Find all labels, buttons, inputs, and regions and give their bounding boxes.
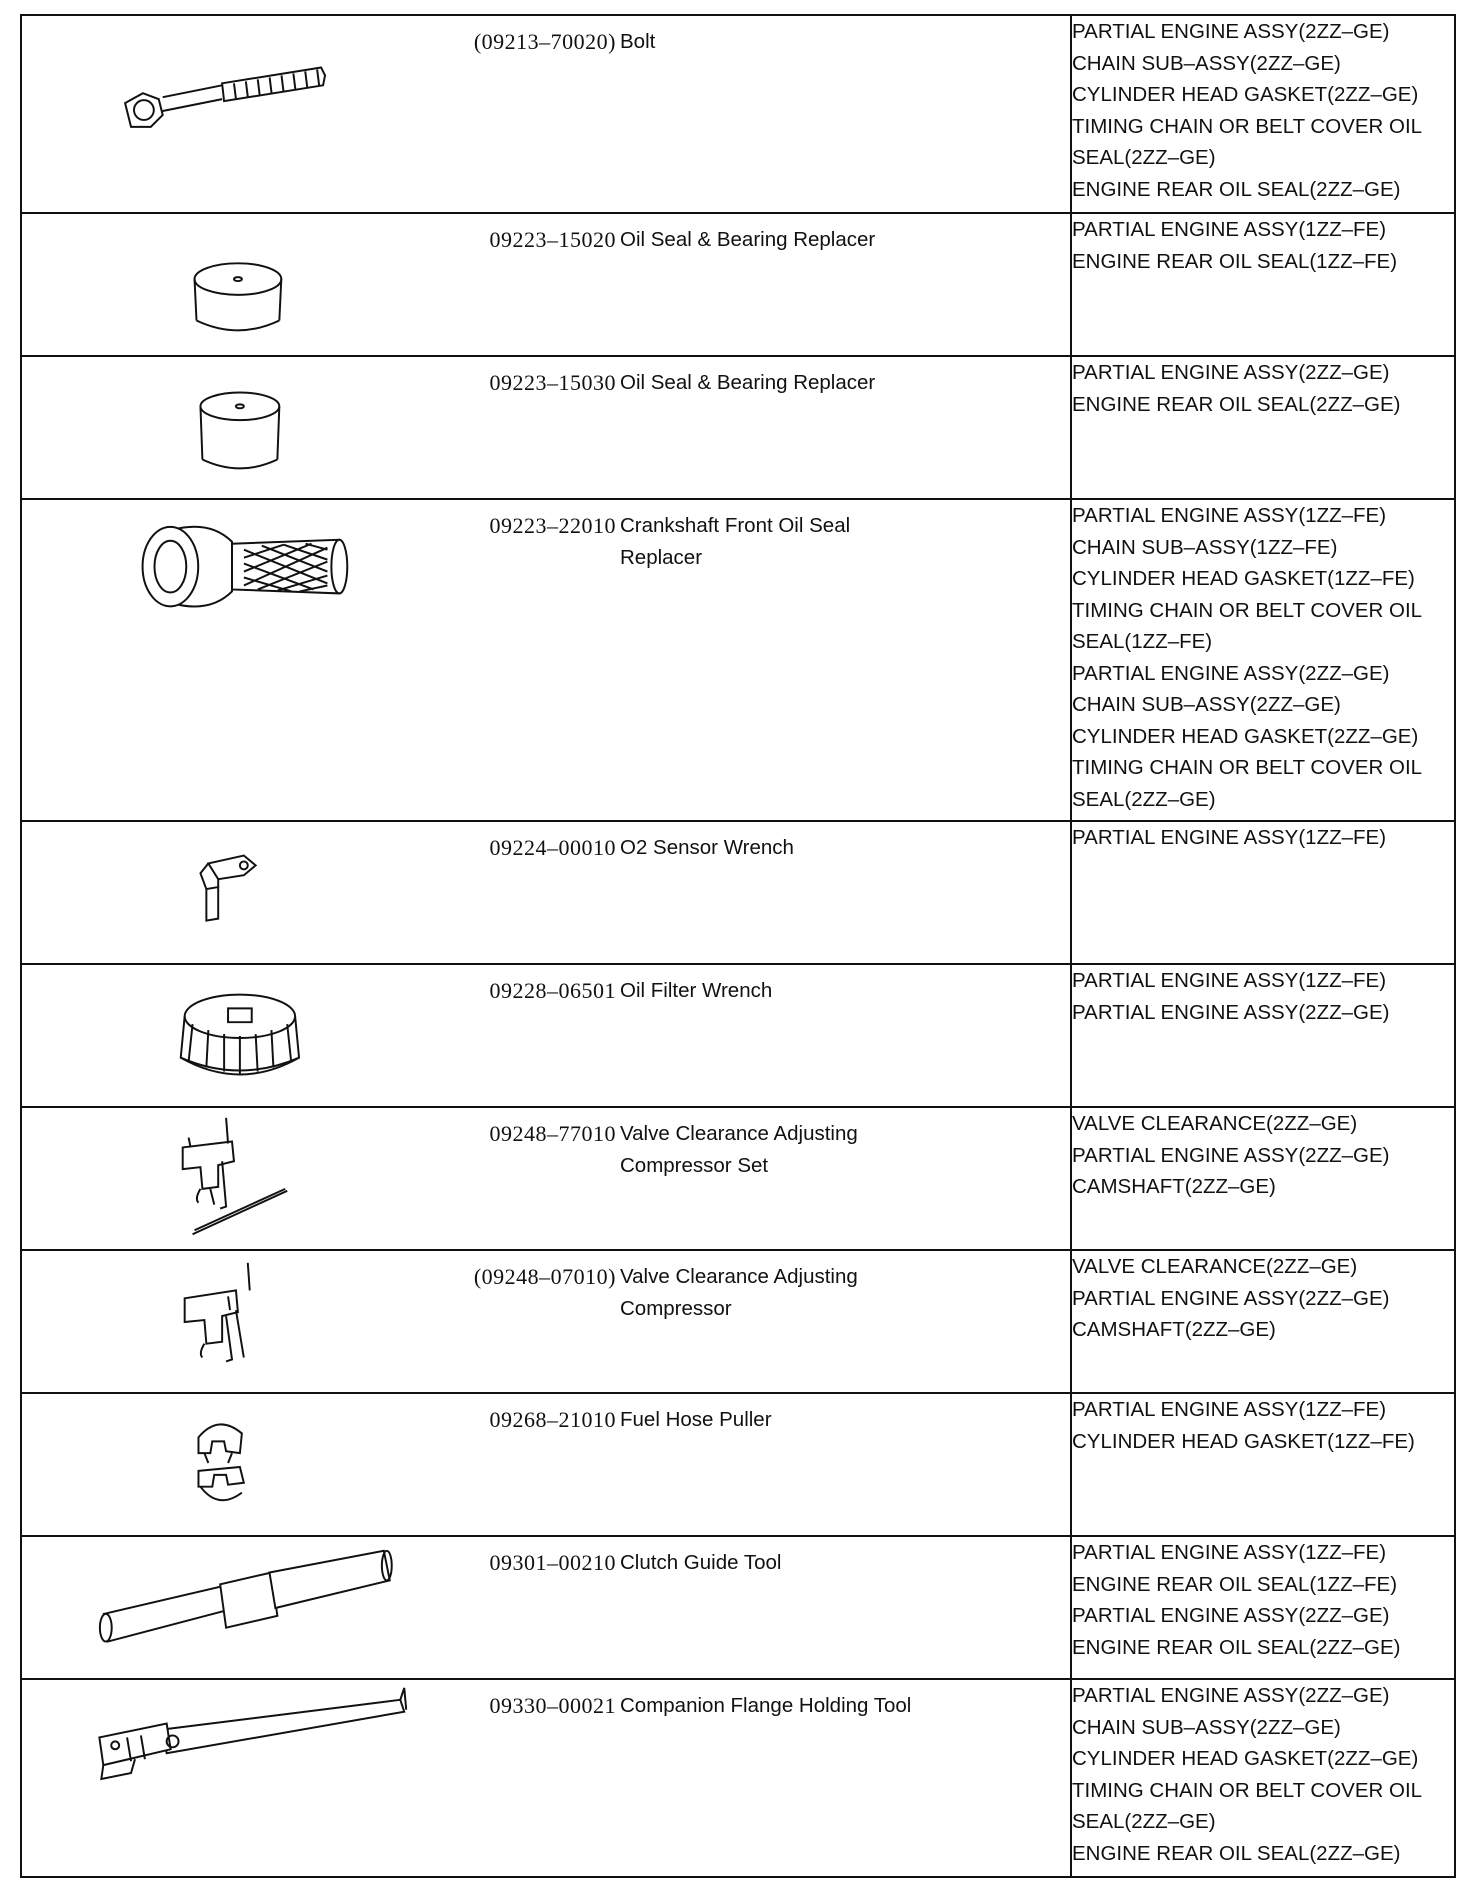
application-item: CHAIN SUB–ASSY(2ZZ–GE) xyxy=(1072,693,1341,716)
seal-replacer-icon xyxy=(22,357,442,498)
application-item: TIMING CHAIN OR BELT COVER OIL xyxy=(1072,1778,1423,1802)
table-row xyxy=(21,499,1455,821)
tool-cell xyxy=(21,1536,1071,1679)
applications-cell xyxy=(1071,1393,1455,1536)
tool-name: Companion Flange Holding Tool xyxy=(620,1694,912,1717)
tool-name: Crankshaft Front Oil Seal Replacer xyxy=(620,514,851,569)
tool-cell xyxy=(21,499,1071,821)
tool-cell xyxy=(21,1250,1071,1393)
flange-holding-tool-icon xyxy=(22,1680,442,1876)
valve-compressor-icon xyxy=(22,1251,442,1392)
tool-name: Oil Seal & Bearing Replacer xyxy=(620,228,876,251)
application-item: SEAL(1ZZ–FE) xyxy=(1072,630,1213,653)
application-item: PARTIAL ENGINE ASSY(2ZZ–GE) xyxy=(1072,1286,1390,1310)
bolt-icon xyxy=(22,16,442,212)
application-item: SEAL(2ZZ–GE) xyxy=(1072,787,1216,811)
application-item: CYLINDER HEAD GASKET(2ZZ–GE) xyxy=(1072,1747,1419,1770)
tool-cell xyxy=(21,213,1071,356)
application-item: TIMING CHAIN OR BELT COVER OIL xyxy=(1072,756,1423,779)
application-item: SEAL(2ZZ–GE) xyxy=(1072,1810,1216,1833)
tool-cell xyxy=(21,1107,1071,1250)
applications-cell xyxy=(1071,213,1455,356)
clutch-guide-tool-icon xyxy=(22,1537,442,1678)
table-row xyxy=(21,1679,1455,1877)
part-number: (09248–07010) xyxy=(473,1264,616,1289)
application-item: VALVE CLEARANCE(2ZZ–GE) xyxy=(1072,1255,1358,1278)
application-item: ENGINE REAR OIL SEAL(2ZZ–GE) xyxy=(1072,1841,1401,1865)
tool-name: Valve Clearance Adjusting Compressor xyxy=(620,1265,858,1320)
application-item: PARTIAL ENGINE ASSY(2ZZ–GE) xyxy=(1072,1000,1390,1024)
table-row xyxy=(21,1393,1455,1536)
tool-name: Clutch Guide Tool xyxy=(620,1551,782,1574)
application-item: CYLINDER HEAD GASKET(1ZZ–FE) xyxy=(1072,1429,1415,1453)
tool-cell xyxy=(21,821,1071,964)
valve-compressor-set-icon xyxy=(22,1108,442,1249)
application-item: CYLINDER HEAD GASKET(1ZZ–FE) xyxy=(1072,567,1415,590)
application-item: ENGINE REAR OIL SEAL(1ZZ–FE) xyxy=(1072,249,1398,273)
application-item: CHAIN SUB–ASSY(2ZZ–GE) xyxy=(1072,51,1341,75)
application-item: SEAL(2ZZ–GE) xyxy=(1072,146,1216,169)
application-item: PARTIAL ENGINE ASSY(2ZZ–GE) xyxy=(1072,1684,1390,1707)
application-item: PARTIAL ENGINE ASSY(2ZZ–GE) xyxy=(1072,20,1390,43)
applications-cell xyxy=(1071,1679,1455,1877)
application-item: CHAIN SUB–ASSY(1ZZ–FE) xyxy=(1072,535,1338,559)
tool-name: Bolt xyxy=(620,30,656,53)
part-number: 09223–15030 xyxy=(489,370,616,395)
table-row xyxy=(21,356,1455,499)
applications-cell xyxy=(1071,356,1455,499)
table-row xyxy=(21,821,1455,964)
table-row xyxy=(21,213,1455,356)
tool-name: Oil Seal & Bearing Replacer xyxy=(620,371,876,394)
tool-cell xyxy=(21,1679,1071,1877)
application-item: ENGINE REAR OIL SEAL(2ZZ–GE) xyxy=(1072,177,1401,201)
application-item: PARTIAL ENGINE ASSY(1ZZ–FE) xyxy=(1072,969,1387,992)
part-number: (09213–70020) xyxy=(473,29,616,54)
fuel-hose-puller-icon xyxy=(22,1394,442,1535)
application-item: PARTIAL ENGINE ASSY(1ZZ–FE) xyxy=(1072,504,1387,527)
part-number: 09223–15020 xyxy=(489,227,616,252)
applications-cell xyxy=(1071,964,1455,1107)
application-item: PARTIAL ENGINE ASSY(1ZZ–FE) xyxy=(1072,1398,1387,1421)
application-item: ENGINE REAR OIL SEAL(2ZZ–GE) xyxy=(1072,1635,1401,1659)
application-item: ENGINE REAR OIL SEAL(1ZZ–FE) xyxy=(1072,1572,1398,1596)
applications-cell xyxy=(1071,1536,1455,1679)
application-item: PARTIAL ENGINE ASSY(2ZZ–GE) xyxy=(1072,1604,1390,1627)
part-number: 09223–22010 xyxy=(489,513,616,538)
application-item: TIMING CHAIN OR BELT COVER OIL xyxy=(1072,598,1423,622)
application-item: PARTIAL ENGINE ASSY(1ZZ–FE) xyxy=(1072,1541,1387,1564)
table-row xyxy=(21,1250,1455,1393)
tool-name: O2 Sensor Wrench xyxy=(620,836,794,859)
application-item: PARTIAL ENGINE ASSY(1ZZ–FE) xyxy=(1072,218,1387,241)
o2-sensor-wrench-icon xyxy=(22,822,442,963)
part-number: 09248–77010 xyxy=(489,1121,616,1146)
application-item: PARTIAL ENGINE ASSY(2ZZ–GE) xyxy=(1072,361,1390,384)
application-item: ENGINE REAR OIL SEAL(2ZZ–GE) xyxy=(1072,392,1401,416)
applications-cell xyxy=(1071,499,1455,821)
applications-cell xyxy=(1071,1250,1455,1393)
seal-replacer-icon xyxy=(22,214,442,355)
table-row xyxy=(21,15,1455,213)
application-item: CYLINDER HEAD GASKET(2ZZ–GE) xyxy=(1072,724,1419,748)
application-item: CAMSHAFT(2ZZ–GE) xyxy=(1072,1318,1276,1341)
tool-cell xyxy=(21,15,1071,213)
application-item: CYLINDER HEAD GASKET(2ZZ–GE) xyxy=(1072,83,1419,106)
application-item: TIMING CHAIN OR BELT COVER OIL xyxy=(1072,114,1423,138)
application-item: CHAIN SUB–ASSY(2ZZ–GE) xyxy=(1072,1715,1341,1739)
tool-name: Valve Clearance Adjusting Compressor Set xyxy=(620,1122,858,1177)
part-number: 09268–21010 xyxy=(489,1407,616,1432)
application-item: CAMSHAFT(2ZZ–GE) xyxy=(1072,1175,1276,1198)
part-number: 09228–06501 xyxy=(489,978,616,1003)
application-item: PARTIAL ENGINE ASSY(2ZZ–GE) xyxy=(1072,1143,1390,1167)
table-row xyxy=(21,1107,1455,1250)
applications-cell xyxy=(1071,15,1455,213)
table-row xyxy=(21,964,1455,1107)
part-number: 09224–00010 xyxy=(489,835,616,860)
crankshaft-seal-replacer-icon xyxy=(22,500,442,820)
tool-cell xyxy=(21,356,1071,499)
tool-name: Fuel Hose Puller xyxy=(620,1408,772,1431)
oil-filter-wrench-icon xyxy=(22,965,442,1106)
special-service-tools-table xyxy=(20,14,1456,1878)
tool-name: Oil Filter Wrench xyxy=(620,979,773,1002)
application-item: VALVE CLEARANCE(2ZZ–GE) xyxy=(1072,1112,1358,1135)
part-number: 09301–00210 xyxy=(489,1550,616,1575)
part-number: 09330–00021 xyxy=(489,1693,616,1718)
tool-cell xyxy=(21,1393,1071,1536)
tool-cell xyxy=(21,964,1071,1107)
table-row xyxy=(21,1536,1455,1679)
application-item: PARTIAL ENGINE ASSY(2ZZ–GE) xyxy=(1072,661,1390,685)
applications-cell xyxy=(1071,821,1455,964)
applications-cell xyxy=(1071,1107,1455,1250)
application-item: PARTIAL ENGINE ASSY(1ZZ–FE) xyxy=(1072,826,1387,849)
